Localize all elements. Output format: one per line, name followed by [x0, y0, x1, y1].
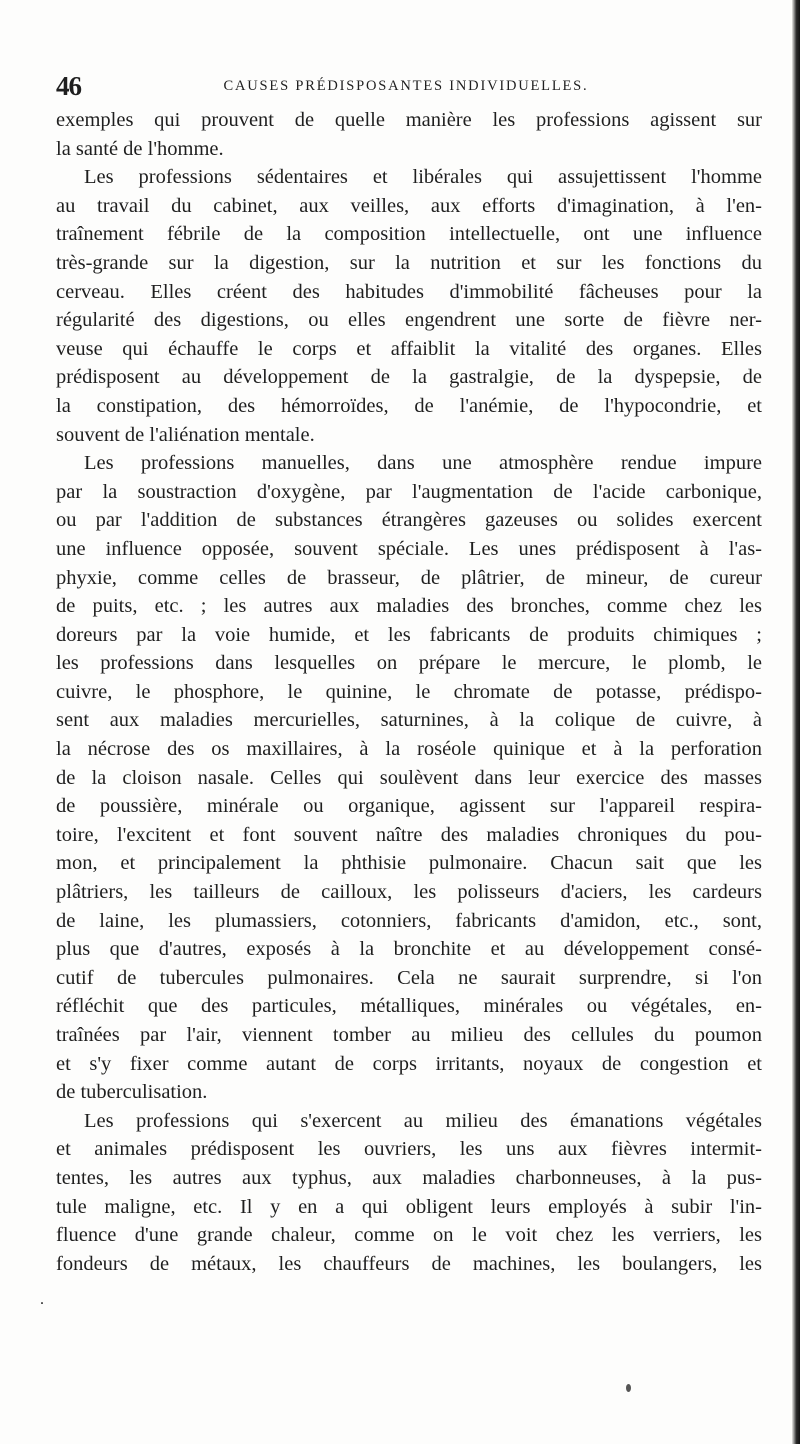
- text-line: Les professions manuelles, dans une atmosphère rendue impure: [84, 452, 762, 475]
- text-line: plâtriers, les tailleurs de cailloux, les polisseurs d'aciers, les cardeurs: [56, 881, 762, 904]
- text-line: exemples qui prouvent de quelle manière les professions agissent sur: [56, 109, 762, 131]
- text-line: très-grande sur la digestion, sur la nutrition et sur les fonctions du: [56, 251, 762, 274]
- text-line: réfléchit que des particules, métalliques, minérales ou végétales, en-: [56, 995, 762, 1018]
- text-line: par la soustraction d'oxygène, par l'augmentation de l'acide carbonique,: [56, 480, 762, 503]
- ink-speck: [626, 1384, 631, 1392]
- text-line: Les professions qui s'exercent au milieu des émanations végétales: [84, 1109, 762, 1132]
- page-number: 46: [56, 71, 81, 101]
- text-line: sent aux maladies mercurielles, saturnines, à la colique de cuivre, à: [56, 709, 762, 732]
- text-line: tentes, les autres aux typhus, aux maladies charbonneuses, à la pus-: [56, 1166, 762, 1189]
- text-line: la nécrose des os maxillaires, à la roséole quinique et à la perforation: [56, 738, 762, 761]
- text-line: fluence d'une grande chaleur, comme on le voit chez les verriers, les: [56, 1224, 762, 1247]
- text-line: mon, et principalement la phthisie pulmonaire. Chacun sait que les: [56, 852, 762, 875]
- text-line: au travail du cabinet, aux veilles, aux efforts d'imagination, à l'en-: [56, 194, 762, 217]
- text-line: cuivre, le phosphore, le quinine, le chromate de potasse, prédispo-: [56, 680, 762, 703]
- text-line: de puits, etc. ; les autres aux maladies des bronches, comme chez les: [56, 595, 762, 618]
- text-line: cutif de tubercules pulmonaires. Cela ne saurait surprendre, si l'on: [56, 966, 762, 989]
- text-line: phyxie, comme celles de brasseur, de plâtrier, de mineur, de cureur: [56, 566, 762, 589]
- text-line: Les professions sédentaires et libérales qui assujettissent l'homme: [84, 166, 762, 189]
- text-line: et s'y fixer comme autant de corps irritants, noyaux de congestion et: [56, 1052, 762, 1075]
- text-line: prédisposent au développement de la gastralgie, de la dyspepsie, de: [56, 366, 762, 389]
- text-line: ou par l'addition de substances étrangères gazeuses ou solides exercent: [56, 509, 762, 532]
- text-line: la santé de l'homme.: [56, 137, 224, 160]
- text-line: toire, l'excitent et font souvent naître des maladies chroniques du pou-: [56, 823, 762, 846]
- body-text: [56, 106, 762, 1278]
- text-line: et animales prédisposent les ouvriers, les uns aux fièvres intermit-: [56, 1138, 762, 1161]
- text-line: régularité des digestions, ou elles engendrent une sorte de fièvre ner-: [56, 309, 762, 332]
- text-line: plus que d'autres, exposés à la bronchite et au développement consé-: [56, 938, 762, 961]
- text-line: de laine, les plumassiers, cotonniers, fabricants d'amidon, etc., sont,: [56, 909, 762, 932]
- text-line: tule maligne, etc. Il y en a qui obligent leurs employés à subir l'in-: [56, 1195, 762, 1218]
- page-header: [56, 70, 756, 102]
- page-binding-edge: [792, 0, 800, 1444]
- text-line: cerveau. Elles créent des habitudes d'immobilité fâcheuses pour la: [56, 280, 762, 303]
- text-line: traînement fébrile de la composition intellectuelle, ont une influence: [56, 223, 762, 246]
- text-line: de poussière, minérale ou organique, agissent sur l'appareil respira-: [56, 795, 762, 818]
- text-line: doreurs par la voie humide, et les fabricants de produits chimiques ;: [56, 623, 762, 646]
- text-line: la constipation, des hémorroïdes, de l'anémie, de l'hypocondrie, et: [56, 394, 762, 417]
- running-head: CAUSES PRÉDISPOSANTES INDIVIDUELLES.: [223, 78, 589, 94]
- text-line: de tuberculisation.: [56, 1081, 208, 1104]
- margin-mark: .: [40, 1291, 44, 1308]
- text-line: traînées par l'air, viennent tomber au milieu des cellules du poumon: [56, 1024, 762, 1046]
- text-line: de la cloison nasale. Celles qui soulèvent dans leur exercice des masses: [56, 766, 762, 789]
- text-line: veuse qui échauffe le corps et affaiblit la vitalité des organes. Elles: [56, 337, 762, 360]
- text-line: fondeurs de métaux, les chauffeurs de machines, les boulangers, les: [56, 1252, 762, 1275]
- text-line: une influence opposée, souvent spéciale. Les unes prédisposent à l'as-: [56, 537, 762, 560]
- text-line: les professions dans lesquelles on prépare le mercure, le plomb, le: [56, 652, 762, 675]
- text-line: souvent de l'aliénation mentale.: [56, 423, 315, 446]
